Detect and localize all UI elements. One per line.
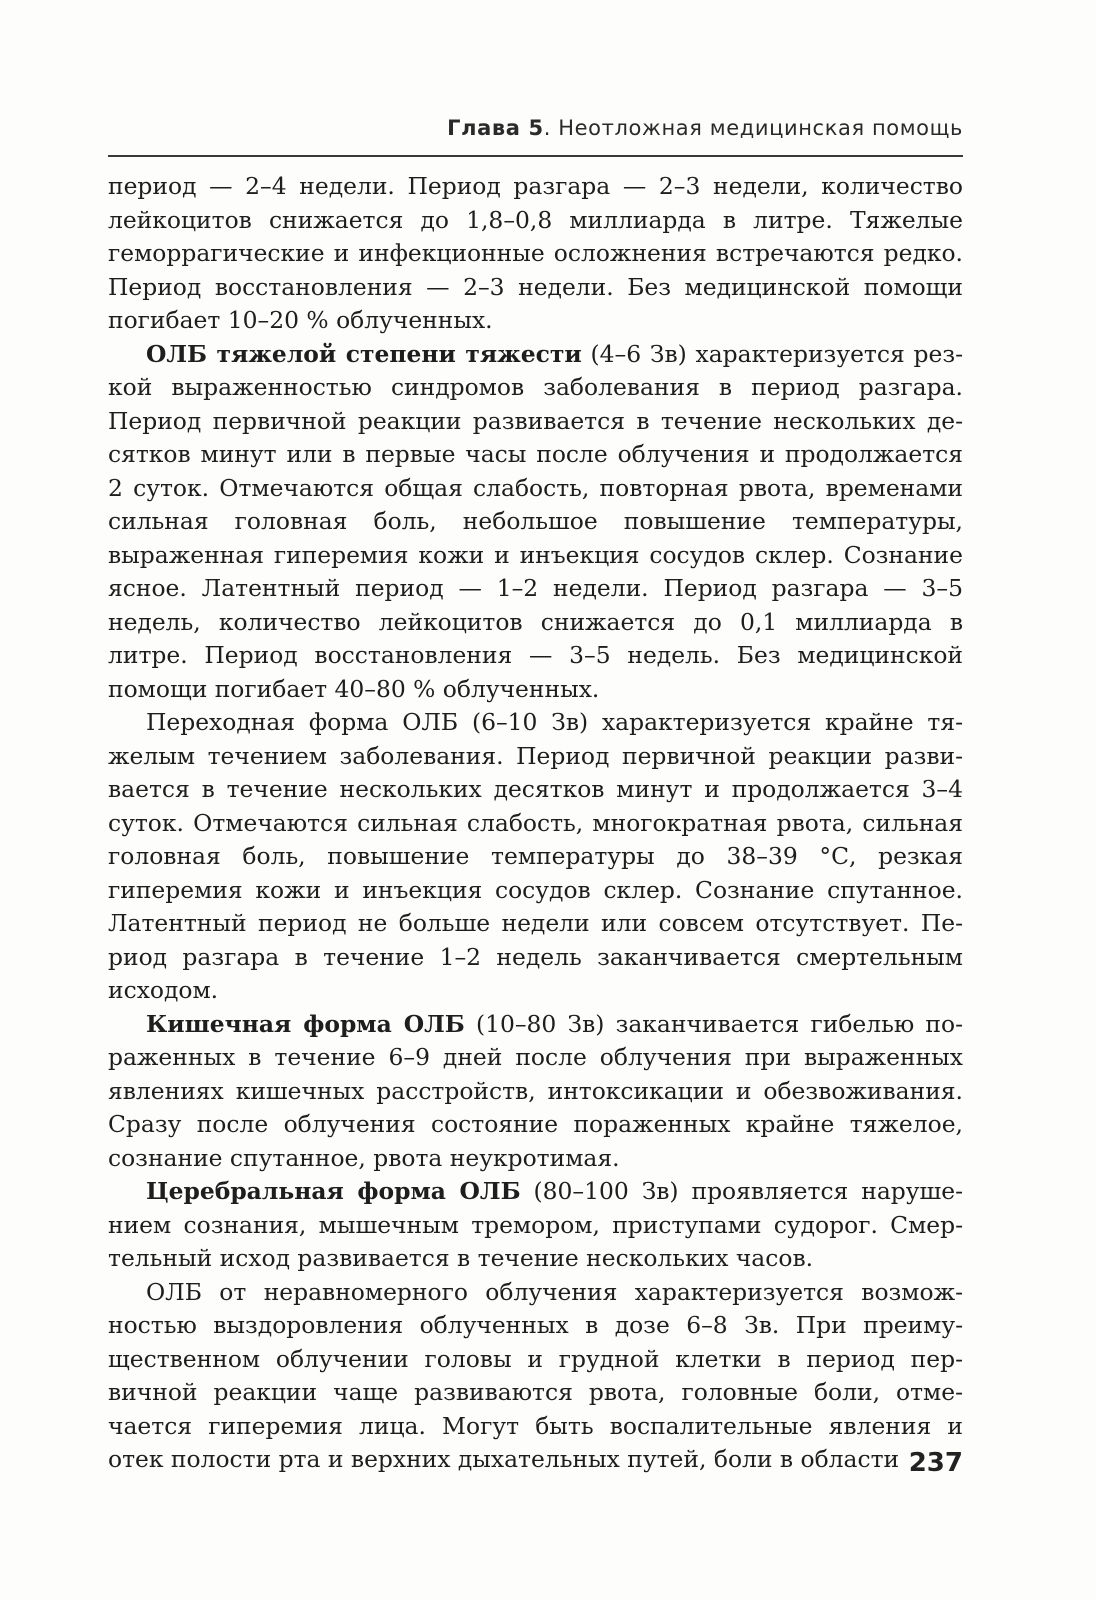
header-separator: .: [543, 116, 559, 140]
header-rule: [108, 155, 963, 157]
running-header: [108, 116, 963, 140]
paragraph-lead-term: ОЛБ тяжелой степени тяжести: [146, 339, 582, 368]
paragraph-lead-term: Кишечная форма ОЛБ: [146, 1009, 465, 1038]
paragraph-severe-olb: [108, 338, 963, 707]
paragraph-text: (10–80 Зв) заканчивается гибелью пораженных в течение 6–9 дней после облучения при выраженных явлениях кишечных расстройств, интоксикации и обезвоживания. Сразу после облучения состояние пораженных крайне тяжелое, сознание спутанное, рвота неукротимая.: [108, 1009, 963, 1172]
paragraph-continued: [108, 170, 963, 338]
paragraph-text: (4–6 Зв) характеризуется резкой выраженностью синдромов заболевания в период разгара. Период первичной реакции развивается в течение нескольких десятков минут или в первые часы после облучения и продолжается 2 суток. Отмечаются общая слабость, повторная рвота, временами сильная головная боль, небольшое повышение температуры, выраженная гиперемия кожи и инъекция сосудов склер. Сознание ясное. Латентный период — 1–2 недели. Период разгара — 3–5 недель, количество лейкоцитов снижается до 0,1 миллиарда в литре. Период восстановления — 3–5 недель. Без медицинской помощи погибает 40–80 % облученных.: [108, 339, 963, 703]
paragraph-uneven-irradiation: [108, 1276, 963, 1477]
page-number: 237: [908, 1448, 963, 1478]
chapter-title: Неотложная медицинская помощь: [558, 116, 963, 140]
paragraph-lead-term: Церебральная форма ОЛБ: [146, 1177, 521, 1205]
paragraph-text: ОЛБ от неравномерного облучения характеризуется возможностью выздоровления облученных в дозе 6–8 Зв. При преимущественном облучении головы и грудной клетки в период первичной реакции чаще развиваются рвота, головные боли, отмечается гиперемия лица. Могут быть воспалительные явления и отек полости рта и верхних дыхательных путей, боли в области: [108, 1277, 963, 1473]
body-text: [108, 170, 963, 1477]
paragraph-intestinal-olb: [108, 1008, 963, 1176]
paragraph-text: (80–100 Зв) проявляется нарушением сознания, мышечным тремором, приступами судорог. Смертельный исход развивается в течение нескольких часов.: [108, 1177, 963, 1272]
paragraph-text: период — 2–4 недели. Период разгара — 2–3 недели, количество лейкоцитов снижается до 1,8–0,8 миллиарда в литре. Тяжелые геморрагические и инфекционные осложнения встречаются редко. Период восстановления — 2–3 недели. Без медицинской помощи погибает 10–20 % облученных.: [108, 172, 963, 334]
chapter-label: Глава 5: [447, 116, 544, 140]
paragraph-cerebral-olb: [108, 1175, 963, 1276]
paragraph-transitional-olb: [108, 706, 963, 1008]
paragraph-text: Переходная форма ОЛБ (6–10 Зв) характеризуется крайне тяжелым течением заболевания. Период первичной реакции развивается в течение нескольких десятков минут и продолжается 3–4 суток. Отмечаются сильная слабость, многократная рвота, сильная головная боль, повышение температуры до 38–39 °С, резкая гиперемия кожи и инъекция сосудов склер. Сознание спутанное. Латентный период не больше недели или совсем отсутствует. Период разгара в течение 1–2 недель заканчивается смертельным исходом.: [108, 708, 963, 1004]
